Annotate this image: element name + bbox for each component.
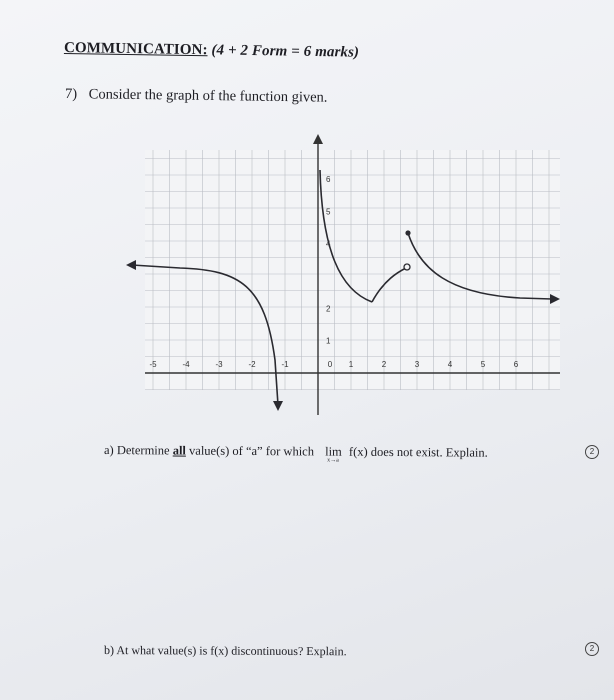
x-tick-label: -3 <box>215 360 223 369</box>
x-tick-label: 6 <box>513 360 519 369</box>
part-b <box>104 643 347 659</box>
x-tick-label: -1 <box>281 360 289 369</box>
section-label: COMMUNICATION: <box>63 40 208 59</box>
part-a-text-after: does not exist. Explain. <box>370 444 488 460</box>
part-a-letter: a) <box>103 443 114 458</box>
x-tick-label: 1 <box>348 360 354 369</box>
part-a-emphasis: all <box>172 443 186 458</box>
y-tick-label: 5 <box>326 207 331 217</box>
y-tick-label: 6 <box>326 174 331 184</box>
lim-subscript: x→a <box>327 457 339 464</box>
part-a <box>103 443 488 464</box>
closed-circle-point <box>405 230 410 235</box>
x-tick-label: 4 <box>447 360 453 369</box>
x-tick-label: -5 <box>149 360 157 369</box>
question-number: 7) <box>64 86 78 103</box>
lim-word: lim <box>325 444 342 459</box>
part-a-marks-badge: 2 <box>585 445 599 459</box>
part-b-text: At what value(s) is f(x) discontinuous? Explain. <box>116 643 347 659</box>
question-7 <box>65 86 328 107</box>
limit-expression <box>325 444 342 464</box>
x-tick-label: -2 <box>248 360 256 369</box>
part-b-marks-badge: 2 <box>585 642 599 656</box>
function-graph <box>120 130 570 415</box>
y-tick-label: 4 <box>326 239 331 249</box>
part-b-letter: b) <box>103 643 115 658</box>
question-text: Consider the graph of the function given. <box>88 86 328 106</box>
y-axis-arrow-icon <box>313 134 323 144</box>
x-tick-label: -4 <box>182 360 190 369</box>
left-arrow-icon <box>126 260 136 270</box>
x-tick-label: 2 <box>381 360 387 369</box>
part-a-text-mid: value(s) of “a” for which <box>189 443 315 459</box>
open-circle-point <box>404 264 410 270</box>
section-heading <box>64 40 359 62</box>
graph-svg <box>120 130 570 415</box>
x-tick-label: 0 <box>327 360 333 369</box>
x-tick-label: 5 <box>480 360 486 369</box>
lim-function: f(x) <box>348 444 368 459</box>
down-arrow-icon <box>273 401 283 411</box>
section-marks: (4 + 2 Form = 6 marks) <box>211 42 360 61</box>
x-tick-label: 3 <box>414 360 420 369</box>
part-a-text-before: Determine <box>116 443 170 458</box>
y-tick-label: 2 <box>326 304 331 314</box>
y-tick-label: 1 <box>326 336 331 346</box>
